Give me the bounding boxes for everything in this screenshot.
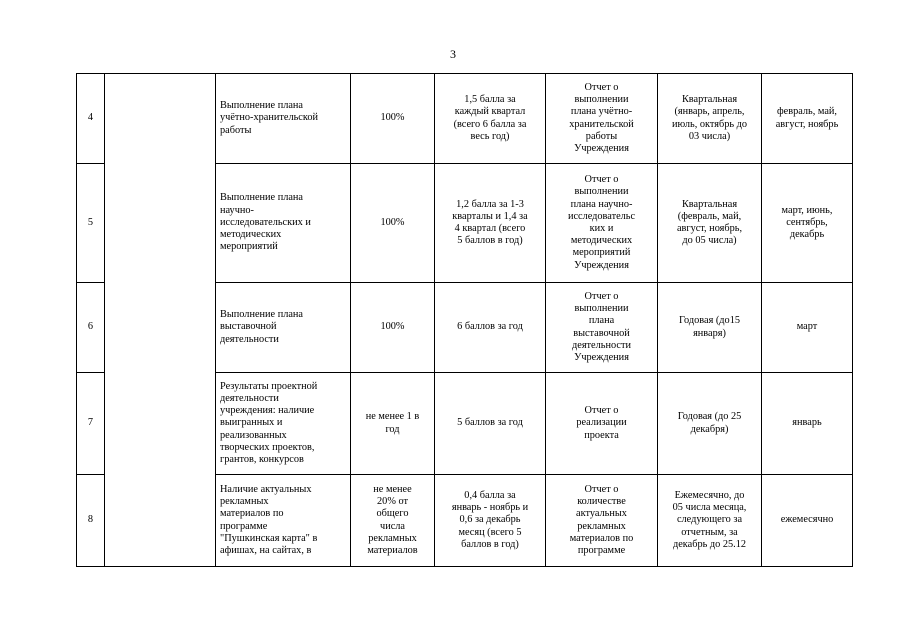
- merged-empty-cell: [105, 74, 216, 567]
- score-cell: 6 баллов за год: [435, 283, 546, 373]
- payment-month-cell: январь: [762, 373, 853, 475]
- score-cell: 0,4 балла за январь - ноябрь и 0,6 за декабрь месяц (всего 5 баллов в год): [435, 475, 546, 567]
- report-form-cell: Отчет о количестве актуальных рекламных материалов по программе: [546, 475, 658, 567]
- reporting-period-cell: Квартальная (январь, апрель, июль, октябрь до 03 числа): [658, 74, 762, 164]
- indicator-name-cell: Выполнение плана учётно-хранительской работы: [216, 74, 351, 164]
- row-number-cell: 7: [77, 373, 105, 475]
- score-cell: 1,2 балла за 1-3 кварталы и 1,4 за 4 квартал (всего 5 баллов в год): [435, 164, 546, 283]
- score-cell: 5 баллов за год: [435, 373, 546, 475]
- report-form-cell: Отчет о выполнении плана научно- исследовательс ких и методических мероприятий Учреждения: [546, 164, 658, 283]
- target-value-cell: не менее 20% от общего числа рекламных материалов: [351, 475, 435, 567]
- payment-month-cell: март: [762, 283, 853, 373]
- reporting-period-cell: Квартальная (февраль, май, август, ноябрь, до 05 числа): [658, 164, 762, 283]
- row-number-cell: 5: [77, 164, 105, 283]
- target-value-cell: не менее 1 в год: [351, 373, 435, 475]
- report-form-cell: Отчет о выполнении плана учётно- хранительской работы Учреждения: [546, 74, 658, 164]
- target-value-cell: 100%: [351, 283, 435, 373]
- page-number: 3: [450, 47, 456, 61]
- payment-month-cell: февраль, май, август, ноябрь: [762, 74, 853, 164]
- row-number-cell: 6: [77, 283, 105, 373]
- payment-month-cell: март, июнь, сентябрь, декабрь: [762, 164, 853, 283]
- indicator-name-cell: Выполнение плана научно- исследовательских и методических мероприятий: [216, 164, 351, 283]
- reporting-period-cell: Годовая (до15 января): [658, 283, 762, 373]
- reporting-period-cell: Годовая (до 25 декабря): [658, 373, 762, 475]
- reporting-period-cell: Ежемесячно, до 05 числа месяца, следующего за отчетным, за декабрь до 25.12: [658, 475, 762, 567]
- table-row: [77, 74, 853, 164]
- score-cell: 1,5 балла за каждый квартал (всего 6 балла за весь год): [435, 74, 546, 164]
- target-value-cell: 100%: [351, 164, 435, 283]
- payment-month-cell: ежемесячно: [762, 475, 853, 567]
- report-form-cell: Отчет о реализации проекта: [546, 373, 658, 475]
- indicator-name-cell: Наличие актуальных рекламных материалов по программе "Пушкинская карта" в афишах, на сайтах, в: [216, 475, 351, 567]
- indicators-table: [76, 73, 853, 567]
- target-value-cell: 100%: [351, 74, 435, 164]
- indicator-name-cell: Выполнение плана выставочной деятельности: [216, 283, 351, 373]
- row-number-cell: 8: [77, 475, 105, 567]
- report-form-cell: Отчет о выполнении плана выставочной деятельности Учреждения: [546, 283, 658, 373]
- indicator-name-cell: Результаты проектной деятельности учреждения: наличие выигранных и реализованных творческих проектов, грантов, конкурсов: [216, 373, 351, 475]
- row-number-cell: 4: [77, 74, 105, 164]
